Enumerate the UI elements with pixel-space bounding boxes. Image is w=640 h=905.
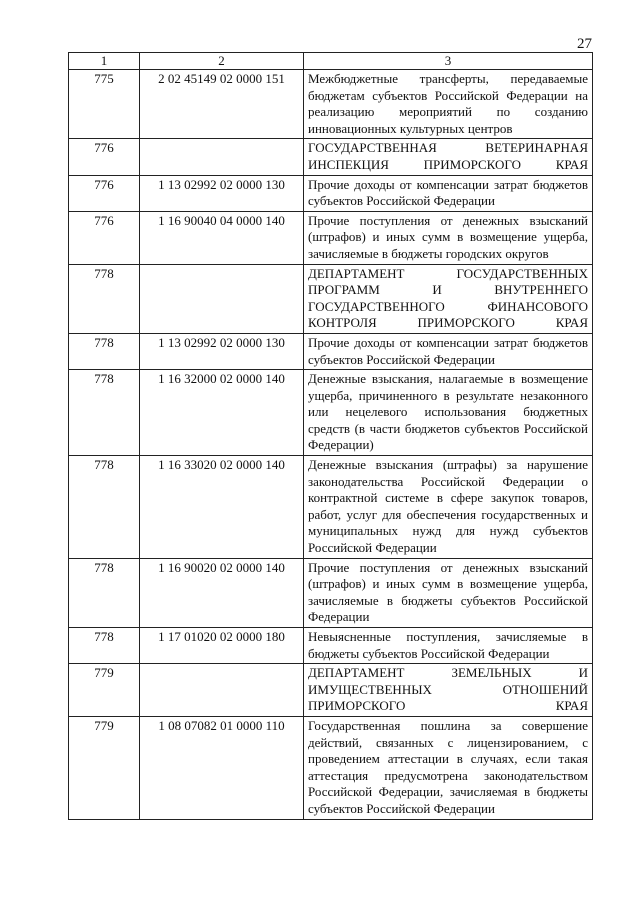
description-cell: Невыясненные поступления, зачисляемые в бюджеты субъектов Российской Федерации: [304, 628, 593, 664]
admin-code-cell: 778: [69, 628, 140, 664]
budget-code-cell: 1 16 33020 02 0000 140: [140, 456, 304, 559]
column-header: 1: [69, 53, 140, 70]
table-header-row: [69, 53, 593, 70]
budget-code-cell: 2 02 45149 02 0000 151: [140, 70, 304, 139]
column-header: 3: [304, 53, 593, 70]
description-cell: Денежные взыскания (штрафы) за нарушение законодательства Российской Федерации о контрактной системе в сфере закупок товаров, работ, услуг для обеспечения государственных и муниципальных нужд для нужд субъектов Российской Федерации: [304, 456, 593, 559]
budget-code-cell: 1 13 02992 02 0000 130: [140, 175, 304, 211]
admin-code-cell: 779: [69, 664, 140, 717]
admin-code-cell: 776: [69, 139, 140, 175]
table-row: [69, 264, 593, 333]
table-row: [69, 456, 593, 559]
budget-code-cell: 1 16 90020 02 0000 140: [140, 558, 304, 627]
column-header: 2: [140, 53, 304, 70]
table-row: [69, 175, 593, 211]
description-cell: ГОСУДАРСТВЕННАЯ ВЕТЕРИНАРНАЯ ИНСПЕКЦИЯ ПРИМОРСКОГО КРАЯ: [304, 139, 593, 175]
table-row: [69, 370, 593, 456]
table-row: [69, 628, 593, 664]
admin-code-cell: 778: [69, 558, 140, 627]
table-row: [69, 211, 593, 264]
admin-code-cell: 778: [69, 456, 140, 559]
admin-code-cell: 779: [69, 716, 140, 819]
admin-code-cell: 778: [69, 264, 140, 333]
budget-code-cell: 1 13 02992 02 0000 130: [140, 333, 304, 369]
description-cell: Прочие поступления от денежных взысканий (штрафов) и иных сумм в возмещение ущерба, зачисляемые в бюджеты городских округов: [304, 211, 593, 264]
table-row: [69, 716, 593, 819]
budget-code-cell: 1 16 32000 02 0000 140: [140, 370, 304, 456]
description-cell: Прочие доходы от компенсации затрат бюджетов субъектов Российской Федерации: [304, 333, 593, 369]
budget-code-cell: [140, 664, 304, 717]
budget-code-cell: [140, 139, 304, 175]
description-cell: Государственная пошлина за совершение действий, связанных с лицензированием, с проведением аттестации в случаях, если такая аттестация предусмотрена законодательством Российской Федерации, зачисляемая в бюджеты субъектов Российской Федерации: [304, 716, 593, 819]
revenue-codes-table: [68, 52, 593, 820]
description-cell: Денежные взыскания, налагаемые в возмещение ущерба, причиненного в результате незаконного или нецелевого использования бюджетных средств (в части бюджетов субъектов Российской Федерации): [304, 370, 593, 456]
table-row: [69, 664, 593, 717]
page-number: 27: [577, 36, 592, 52]
description-cell: Прочие доходы от компенсации затрат бюджетов субъектов Российской Федерации: [304, 175, 593, 211]
table-row: [69, 558, 593, 627]
description-cell: ДЕПАРТАМЕНТ ГОСУДАРСТВЕННЫХ ПРОГРАММ И ВНУТРЕННЕГО ГОСУДАРСТВЕННОГО ФИНАНСОВОГО КОНТРОЛЯ ПРИМОРСКОГО КРАЯ: [304, 264, 593, 333]
admin-code-cell: 776: [69, 211, 140, 264]
description-cell: ДЕПАРТАМЕНТ ЗЕМЕЛЬНЫХ И ИМУЩЕСТВЕННЫХ ОТНОШЕНИЙ ПРИМОРСКОГО КРАЯ: [304, 664, 593, 717]
admin-code-cell: 775: [69, 70, 140, 139]
admin-code-cell: 778: [69, 370, 140, 456]
budget-code-cell: 1 17 01020 02 0000 180: [140, 628, 304, 664]
budget-code-cell: 1 08 07082 01 0000 110: [140, 716, 304, 819]
admin-code-cell: 778: [69, 333, 140, 369]
description-cell: Прочие поступления от денежных взысканий (штрафов) и иных сумм в возмещение ущерба, зачисляемые в бюджеты субъектов Российской Федерации: [304, 558, 593, 627]
table-row: [69, 139, 593, 175]
table-row: [69, 70, 593, 139]
budget-code-cell: 1 16 90040 04 0000 140: [140, 211, 304, 264]
admin-code-cell: 776: [69, 175, 140, 211]
table-row: [69, 333, 593, 369]
description-cell: Межбюджетные трансферты, передаваемые бюджетам субъектов Российской Федерации на реализацию мероприятий по созданию инновационных культурных центров: [304, 70, 593, 139]
budget-code-cell: [140, 264, 304, 333]
